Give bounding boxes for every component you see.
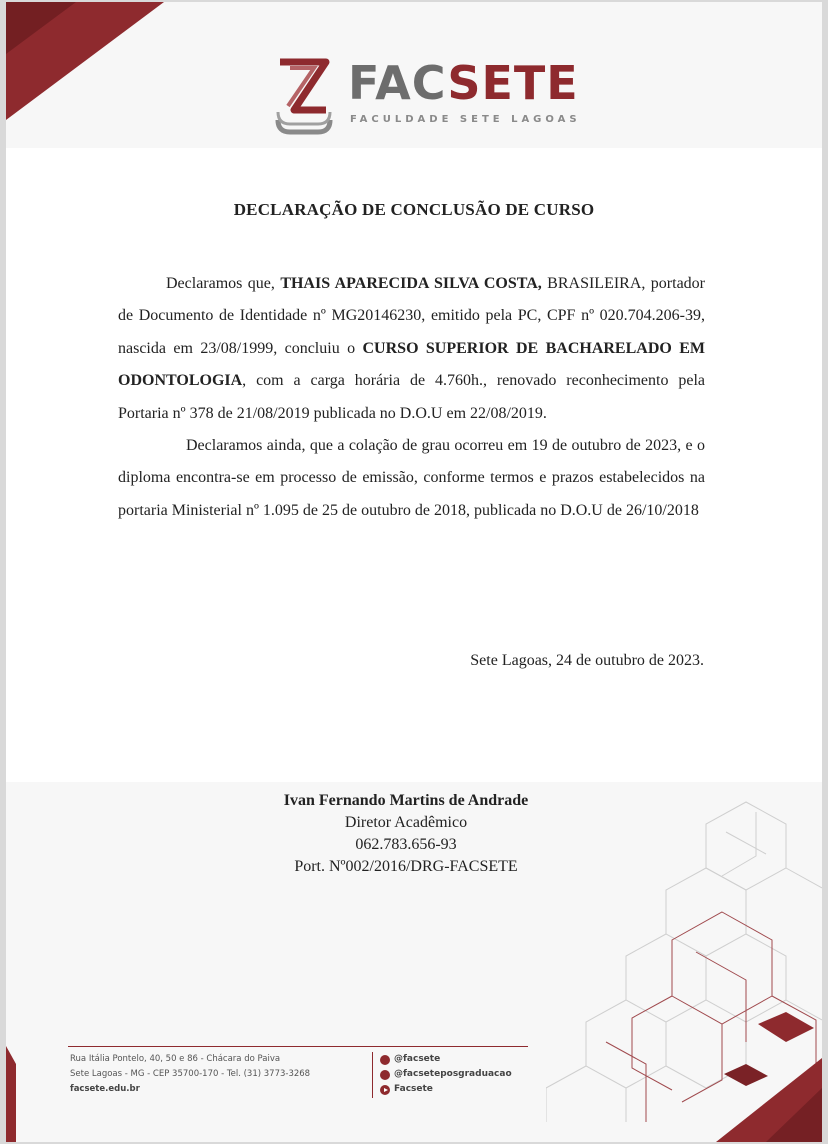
instagram-icon xyxy=(380,1055,390,1065)
signatory-ordinance: Port. Nº002/2016/DRG-FACSETE xyxy=(294,858,518,875)
facsete-logo-mark-icon xyxy=(274,54,334,138)
footer-divider xyxy=(68,1046,528,1047)
signatory-name: Ivan Fernando Martins de Andrade xyxy=(283,792,529,809)
document-title: DECLARAÇÃO DE CONCLUSÃO DE CURSO xyxy=(233,200,595,219)
document-page xyxy=(6,2,822,1142)
paragraph-declaration: Declaramos que, THAIS APARECIDA SILVA COSTA, BRASILEIRA, portador de Documento de Identidade nº MG20146230, emitido pela PC, CPF nº 020.704.206-39, nascida em 23/08/1999, concluiu o CURSO SUPERIOR DE BACHARELADO EM ODONTOLOGIA, com a carga horária de 4.760h., renovado reconhecimento pela Portaria nº 378 de 21/08/2019 publicada no D.O.U em 22/08/2019. xyxy=(118,275,706,422)
corner-decoration-bottom-left xyxy=(6,1046,26,1142)
signature-block xyxy=(6,790,806,878)
paragraph-graduation: Declaramos ainda, que a colação de grau ocorreu em 19 de outubro de 2023, e o diploma encontra-se em processo de emissão, conforme termos e prazos estabelecidos na portaria Ministerial nº 1.095 de 25 de outubro de 2018, publicada no D.O.U de 26/10/2018 xyxy=(118,437,705,519)
logo-wordmark: FACSETE xyxy=(348,56,579,110)
course-name: CURSO SUPERIOR DE BACHARELADO EM ODONTOLOGIA xyxy=(118,339,706,390)
social-instagram[interactable]: @facsete xyxy=(380,1052,512,1067)
signatory-cpf: 062.783.656-93 xyxy=(355,836,457,853)
footer-social-list xyxy=(380,1052,512,1097)
instagram-icon xyxy=(380,1070,390,1080)
footer-vertical-divider xyxy=(372,1052,373,1098)
website-link[interactable]: facsete.edu.br xyxy=(70,1084,140,1094)
corner-decoration-bottom-right xyxy=(696,1058,822,1142)
student-name: THAIS APARECIDA SILVA COSTA, xyxy=(280,275,542,292)
social-instagram-pos[interactable]: @facseteposgraduacao xyxy=(380,1067,512,1082)
youtube-icon xyxy=(380,1085,390,1095)
signatory-role: Diretor Acadêmico xyxy=(344,814,468,831)
corner-decoration-top-left xyxy=(6,2,176,132)
document-date: Sete Lagoas, 24 de outubro de 2023. xyxy=(470,652,704,669)
logo-subtitle: FACULDADE SETE LAGOAS xyxy=(350,114,581,125)
footer-address: Rua Itália Pontelo, 40, 50 e 86 - Chácara do Paiva Sete Lagoas - MG - CEP 35700-170 - Tel. (31) 3773-3268 facsete.edu.br xyxy=(70,1052,310,1097)
social-youtube[interactable]: Facsete xyxy=(380,1082,512,1097)
facsete-logo xyxy=(274,54,581,138)
document-body xyxy=(118,268,705,527)
